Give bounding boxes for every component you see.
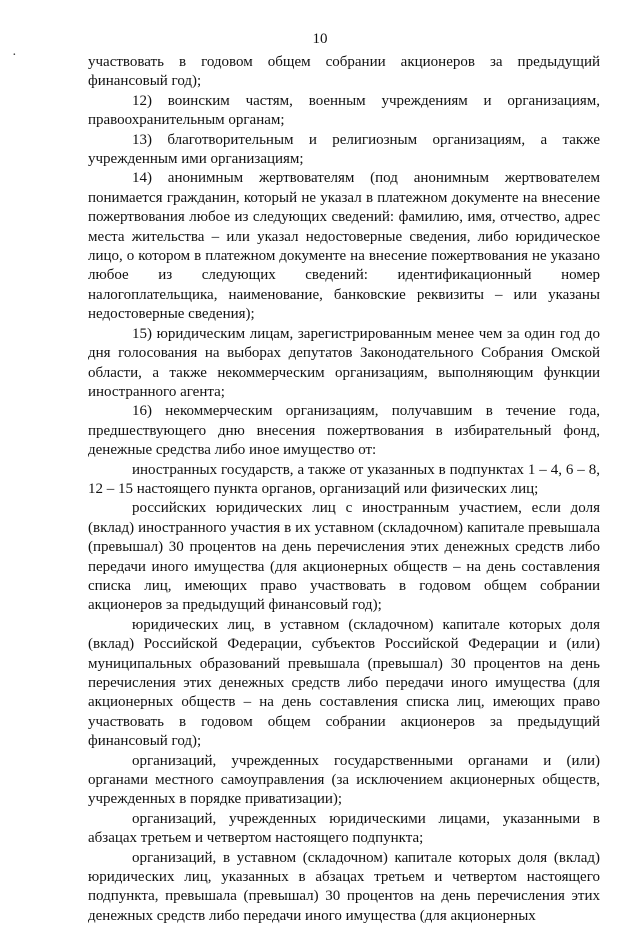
paragraph-item-13: 13) благотворительным и религиозным организациям, а также учрежденным ими организациям; (88, 131, 600, 168)
paragraph-item-15: 15) юридическим лицам, зарегистрированным менее чем за один год до дня голосования на выборах депутатов Законодательного Собрания Омской области, а также некоммерческим организациям, выполняющим функции иностранного агента; (88, 325, 600, 400)
margin-mark: · (12, 48, 17, 63)
paragraph-item-12: 12) воинским частям, военным учреждениям и организациям, правоохранительным органам; (88, 92, 600, 129)
paragraph-foreign-states: иностранных государств, а также от указанных в подпунктах 1 – 4, 6 – 8, 12 – 15 настоящего пункта органов, организаций или физических лиц; (88, 461, 600, 497)
paragraph-capital-share: организаций, в уставном (складочном) капитале которых доля (вклад) юридических лиц, указанных в абзацах третьем и четвертом настоящего подпункта, превышала (превышал) 30 процентов на день перечисления этих денежных средств либо передачи иного имущества (для акционерных (88, 849, 600, 924)
paragraph-continuation: участвовать в годовом общем собрании акционеров за предыдущий финансовый год); (88, 54, 600, 90)
paragraph-state-founded: организаций, учрежденных государственными органами и (или) органами местного самоуправления (за исключением акционерных обществ, учрежденных в порядке приватизации); (88, 752, 600, 808)
paragraph-item-14: 14) анонимным жертвователям (под анонимным жертвователем понимается гражданин, который не указал в платежном документе на внесение пожертвования любое из следующих сведений: фамилию, имя, отчество, адрес места жительства – или указал недостоверные сведения, либо юридическое лицо, о котором в платежном документе на внесение пожертвования не указано любое из следующих сведений: идентификационный номер налогоплательщика, наименование, банковские реквизиты – или указаны недостоверные сведения); (88, 170, 600, 323)
paragraph-state-share: юридических лиц, в уставном (складочном) капитале которых доля (вклад) Российской Федерации, субъектов Российской Федерации и (или) муниципальных образований превышала (превышал) 30 процентов на день перечисления этих денежных средств либо передачи иного имущества (для акционерных обществ – на день составления списка лиц, имеющих право участвовать в годовом общем собрании акционеров за предыдущий финансовый год); (88, 616, 600, 750)
document-body (88, 53, 600, 926)
page-number: 10 (312, 31, 328, 47)
paragraph-item-16: 16) некоммерческим организациям, получавшим в течение года, предшествующего дню внесения пожертвования в избирательный фонд, денежные средства либо иное имущество от: (88, 403, 600, 459)
paragraph-founded-by-entities: организаций, учрежденных юридическими лицами, указанными в абзацах третьем и четвертом настоящего подпункта; (88, 810, 600, 847)
paragraph-foreign-participation: российских юридических лиц с иностранным участием, если доля (вклад) иностранного участия в их уставном (складочном) капитале превышала (превышал) 30 процентов на день перечисления этих денежных средств либо передачи иного имущества (для акционерных обществ – на день составления списка лиц, имеющих право участвовать в годовом общем собрании акционеров за предыдущий финансовый год); (88, 500, 600, 614)
